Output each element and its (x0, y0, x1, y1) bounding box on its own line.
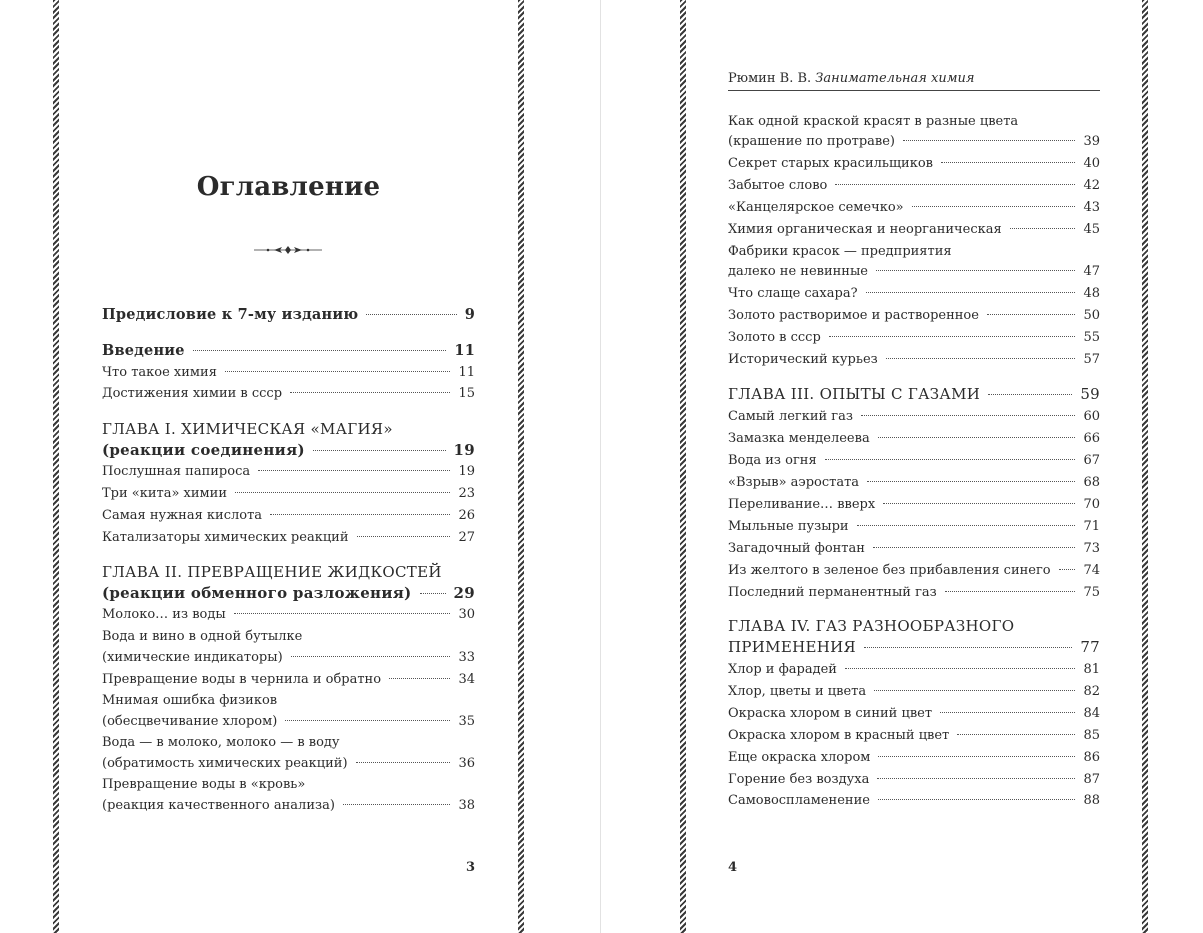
toc-entry[interactable]: Последний перманентный газ 75 (728, 585, 1100, 600)
dot-leader (957, 734, 1075, 735)
dot-leader (343, 804, 451, 805)
dot-leader (878, 756, 1075, 757)
toc-chapter-subtitle[interactable]: (реакции соединения) 19 (102, 441, 475, 459)
toc-entry[interactable]: Превращение воды в чернила и обратно 34 (102, 672, 475, 687)
dot-leader (1010, 228, 1076, 229)
dot-leader (903, 140, 1075, 141)
toc-entry[interactable]: Молоко… из воды 30 (102, 607, 475, 622)
dot-leader (193, 350, 447, 351)
toc-entry[interactable]: далеко не невинные 47 (728, 264, 1100, 279)
toc-entry[interactable]: Вода из огня 67 (728, 453, 1100, 468)
dot-leader (987, 314, 1075, 315)
dot-leader (912, 206, 1076, 207)
dot-leader (291, 656, 451, 657)
dot-leader (866, 292, 1076, 293)
toc-entry[interactable]: Превращение воды в «кровь» (102, 777, 306, 792)
dot-leader (845, 668, 1076, 669)
dot-leader (941, 162, 1075, 163)
dot-leader (357, 536, 451, 537)
dot-leader (235, 492, 450, 493)
dot-leader (857, 525, 1076, 526)
toc-entry[interactable]: Фабрики красок — предприятия (728, 244, 952, 259)
toc-entry[interactable]: Хлор и фарадей 81 (728, 662, 1100, 677)
toc-entry[interactable]: Достижения химии в ссср 15 (102, 386, 475, 401)
toc-entry[interactable]: Что слаще сахара? 48 (728, 286, 1100, 301)
dot-leader (313, 450, 446, 451)
toc-entry[interactable]: Загадочный фонтан 73 (728, 541, 1100, 556)
toc-entry[interactable]: Хлор, цветы и цвета 82 (728, 684, 1100, 699)
dot-leader (886, 358, 1076, 359)
dot-leader (883, 503, 1075, 504)
left-inner-rope-border (518, 0, 524, 933)
toc-entry[interactable]: Горение без воздуха 87 (728, 772, 1100, 787)
toc-entry[interactable]: Замазка менделеева 66 (728, 431, 1100, 446)
toc-entry[interactable]: Вода и вино в одной бутылке (102, 629, 303, 644)
toc-entry[interactable]: Послушная папироса 19 (102, 464, 475, 479)
dot-leader (420, 593, 446, 594)
dot-leader (940, 712, 1075, 713)
toc-entry[interactable]: Самая нужная кислота 26 (102, 508, 475, 523)
toc-entry[interactable]: (обесцвечивание хлором) 35 (102, 714, 475, 729)
toc-entry[interactable]: Секрет старых красильщиков 40 (728, 156, 1100, 171)
dot-leader (864, 647, 1072, 648)
toc-chapter-heading[interactable]: ГЛАВА II. ПРЕВРАЩЕНИЕ ЖИДКОСТЕЙ (102, 563, 442, 581)
book-spine (600, 0, 601, 933)
dot-leader (835, 184, 1075, 185)
toc-entry[interactable]: Исторический курьез 57 (728, 352, 1100, 367)
right-rope-border (1142, 0, 1148, 933)
dot-leader (290, 392, 450, 393)
dot-leader (878, 437, 1076, 438)
dot-leader (234, 613, 451, 614)
dot-leader (825, 459, 1076, 460)
toc-entry[interactable]: Мыльные пузыри 71 (728, 519, 1100, 534)
toc-entry[interactable]: (крашение по протраве) 39 (728, 134, 1100, 149)
toc-chapter-heading[interactable]: ГЛАВА I. ХИМИЧЕСКАЯ «МАГИЯ» (102, 420, 393, 438)
toc-entry[interactable]: (обратимость химических реакций) 36 (102, 756, 475, 771)
dot-leader (878, 799, 1076, 800)
running-head-author: Рюмин В. В. (728, 71, 812, 86)
toc-chapter-subtitle[interactable]: (реакции обменного разложения) 29 (102, 584, 475, 602)
toc-entry[interactable]: Самый легкий газ 60 (728, 409, 1100, 424)
toc-entry-introduction[interactable]: Введение 11 (102, 342, 475, 359)
toc-entry[interactable]: Окраска хлором в красный цвет 85 (728, 728, 1100, 743)
dot-leader (988, 394, 1072, 395)
dot-leader (876, 270, 1075, 271)
toc-entry[interactable]: Вода — в молоко, молоко — в воду (102, 735, 340, 750)
left-rope-border (53, 0, 59, 933)
dot-leader (945, 591, 1076, 592)
toc-entry[interactable]: (химические индикаторы) 33 (102, 650, 475, 665)
dot-leader (366, 314, 456, 315)
dot-leader (873, 547, 1076, 548)
toc-entry[interactable]: Что такое химия 11 (102, 365, 475, 380)
dot-leader (829, 336, 1076, 337)
flourish-ornament-icon (254, 244, 322, 256)
toc-entry[interactable]: Переливание… вверх 70 (728, 497, 1100, 512)
dot-leader (877, 778, 1075, 779)
right-inner-rope-border (680, 0, 686, 933)
toc-entry[interactable]: Окраска хлором в синий цвет 84 (728, 706, 1100, 721)
toc-entry[interactable]: «Взрыв» аэростата 68 (728, 475, 1100, 490)
toc-chapter-heading[interactable]: ГЛАВА IV. ГАЗ РАЗНООБРАЗНОГО (728, 617, 1015, 635)
dot-leader (389, 678, 450, 679)
dot-leader (867, 481, 1075, 482)
toc-entry[interactable]: Еще окраска хлором 86 (728, 750, 1100, 765)
toc-entry[interactable]: Золото растворимое и растворенное 50 (728, 308, 1100, 323)
toc-chapter-heading[interactable]: ГЛАВА III. ОПЫТЫ С ГАЗАМИ 59 (728, 385, 1100, 403)
dot-leader (225, 371, 451, 372)
dot-leader (874, 690, 1075, 691)
toc-entry[interactable]: Из желтого в зеленое без прибавления синего 74 (728, 563, 1100, 578)
page-number-right: 4 (728, 860, 738, 875)
toc-entry[interactable]: «Канцелярское семечко» 43 (728, 200, 1100, 215)
toc-entry[interactable]: Забытое слово 42 (728, 178, 1100, 193)
toc-entry[interactable]: Химия органическая и неорганическая 45 (728, 222, 1100, 237)
page-number-left: 3 (466, 860, 476, 875)
dot-leader (1059, 569, 1076, 570)
toc-entry[interactable]: Как одной краской красят в разные цвета (728, 114, 1019, 129)
dot-leader (270, 514, 450, 515)
dot-leader (356, 762, 451, 763)
toc-entry[interactable]: (реакция качественного анализа) 38 (102, 798, 475, 813)
dot-leader (285, 720, 450, 721)
toc-entry[interactable]: Три «кита» химии 23 (102, 486, 475, 501)
running-head (728, 70, 1100, 91)
dot-leader (861, 415, 1075, 416)
toc-entry[interactable]: Самовоспламенение 88 (728, 793, 1100, 808)
toc-entry[interactable]: Катализаторы химических реакций 27 (102, 530, 475, 545)
toc-entry[interactable]: Мнимая ошибка физиков (102, 693, 278, 708)
toc-chapter-heading[interactable]: ПРИМЕНЕНИЯ 77 (728, 638, 1100, 656)
toc-entry-preface[interactable]: Предисловие к 7-му изданию 9 (102, 306, 475, 323)
toc-title: Оглавление (196, 172, 381, 202)
dot-leader (258, 470, 450, 471)
running-head-title: Занимательная химия (815, 71, 975, 86)
toc-entry[interactable]: Золото в ссср 55 (728, 330, 1100, 345)
